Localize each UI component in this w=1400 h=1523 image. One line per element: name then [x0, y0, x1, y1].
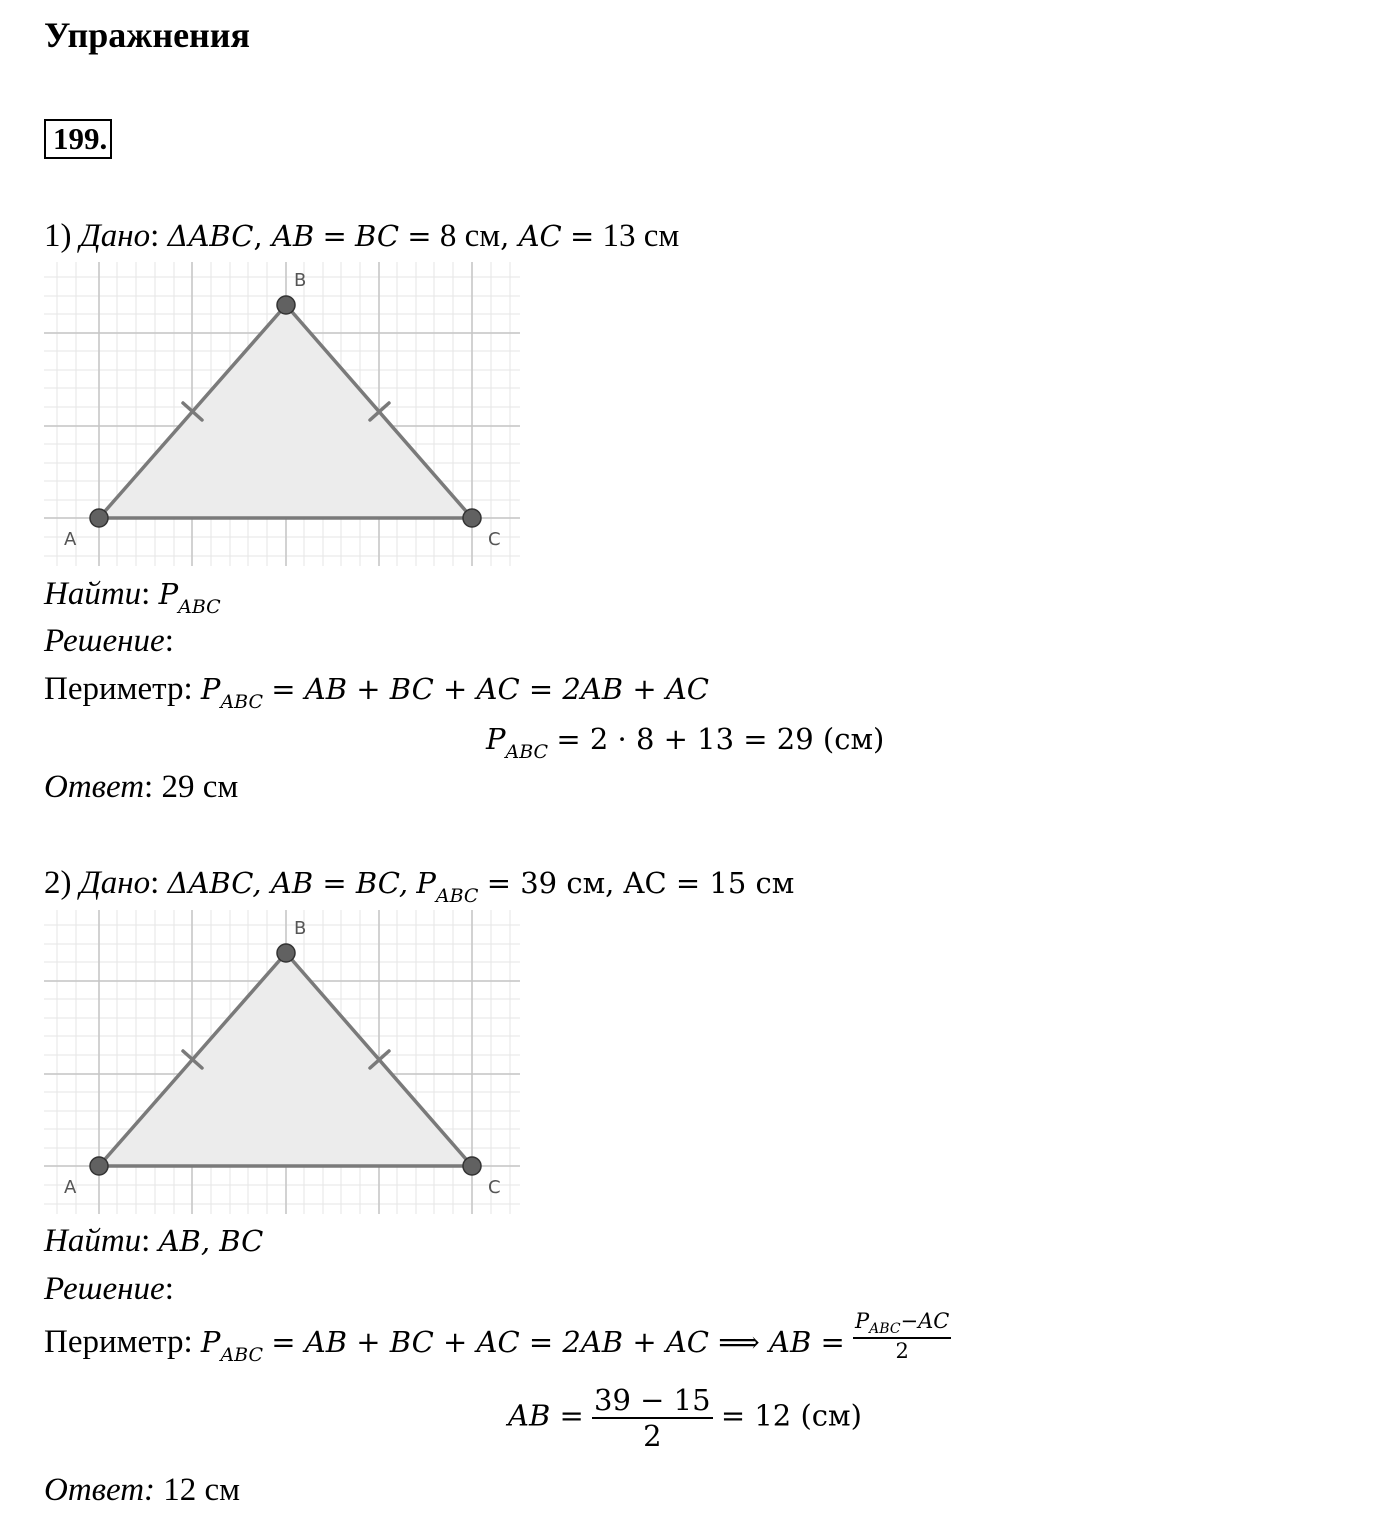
label-c: C [488, 529, 501, 550]
label-a: A [64, 1177, 77, 1198]
point-a [90, 509, 108, 527]
problem2-find-line: Найти: AB, BC [44, 1223, 264, 1259]
side-ac-value: 13 см [602, 218, 680, 254]
label-a: A [64, 529, 77, 550]
perimeter-symbol: P [486, 722, 506, 756]
problem1-given-label: Дано [79, 218, 151, 254]
perimeter-subscript: ABC [435, 885, 479, 907]
perimeter-formula: = AB + BC + AC = 2AB + AC ⟹ AB = [271, 1325, 845, 1360]
point-c [463, 509, 481, 527]
triangle-figure-2 [44, 910, 520, 1214]
point-a [90, 1157, 108, 1175]
perimeter-symbol: P [200, 672, 221, 706]
fraction-numerator-rest: −AC [900, 1309, 950, 1333]
perimeter-symbol: P [200, 1325, 221, 1360]
problem2-given-line: 2) Дано: ΔABC, AB = BC, $P_{ABC} = 39$ см, AC = 15 см [44, 865, 795, 907]
perimeter-subscript: ABC [178, 596, 221, 618]
calc-lhs: AB = [508, 1398, 584, 1433]
perimeter-symbol: P [855, 1309, 870, 1333]
find-value: AB, BC [158, 1224, 264, 1258]
calc-rhs: = 12 (см) [720, 1398, 862, 1433]
answer-value: 29 см [161, 769, 239, 805]
problem2-formula-line [44, 1309, 951, 1372]
perimeter-subscript: ABC [505, 741, 549, 763]
given-conditions: ΔABC, AB = BC, [167, 866, 409, 900]
ab-fraction [853, 1309, 951, 1364]
find-label: Найти [44, 1223, 142, 1259]
problem2-number: 2) [44, 865, 72, 901]
point-b [277, 944, 295, 962]
answer-label: Ответ [44, 769, 145, 805]
given-values: = 39 см, AC = 15 см [486, 866, 795, 900]
answer-value: 12 см [163, 1472, 241, 1508]
point-b [277, 296, 295, 314]
exercise-number: 199. [44, 119, 112, 159]
problem2-answer-line [44, 1470, 240, 1510]
perimeter-formula: = AB + BC + AC = 2AB + AC [271, 672, 709, 706]
problem1-answer-line: Ответ: 29 см [44, 769, 239, 805]
problem2-solution-label: Решение: [44, 1271, 174, 1307]
answer-label: Ответ: [44, 1472, 156, 1508]
perimeter-symbol: P [158, 577, 179, 611]
perimeter-label: Периметр: [44, 1324, 193, 1361]
perimeter-subscript: ABC [220, 691, 264, 713]
side-ab: AB [271, 219, 315, 253]
problem1-formula-line [44, 669, 709, 713]
find-label: Найти [44, 576, 142, 612]
triangle-figure-1 [44, 262, 520, 566]
equals: = [569, 219, 595, 253]
perimeter-label: Периметр: [44, 671, 193, 707]
perimeter-symbol: P [416, 866, 436, 900]
problem2-calc-line [508, 1383, 862, 1453]
label-b: B [294, 270, 307, 291]
problem2-given-label: Дано [79, 865, 151, 901]
equals: = [407, 219, 432, 253]
fraction-denominator: 2 [895, 1339, 909, 1363]
perimeter-calculation: = 2 · 8 + 13 = 29 (см) [556, 722, 885, 756]
side-bc: BC [355, 219, 400, 253]
section-heading: Упражнения [44, 15, 251, 55]
calc-denominator: 2 [643, 1419, 662, 1453]
problem1-given-line: 1) Дано: ΔABC, AB = BC = 8 см, AC = 13 см [44, 218, 680, 254]
problem1-solution-label: Решение: [44, 623, 174, 659]
side-ac: AC [518, 219, 562, 253]
calc-numerator: 39 − 15 [594, 1383, 711, 1417]
label-c: C [488, 1177, 501, 1198]
calc-fraction [592, 1383, 713, 1453]
equals: = [322, 219, 347, 253]
triangle-symbol: ΔABC [167, 219, 254, 253]
label-b: B [294, 918, 307, 939]
problem1-find-line: Найти: $P_{ABC}$ [44, 576, 221, 618]
perimeter-subscript: ABC [869, 1321, 901, 1337]
side-ab-value: 8 см [439, 218, 501, 254]
problem1-calc-line [486, 719, 884, 763]
problem1-number: 1) [44, 218, 72, 254]
perimeter-subscript: ABC [220, 1344, 264, 1367]
point-c [463, 1157, 481, 1175]
